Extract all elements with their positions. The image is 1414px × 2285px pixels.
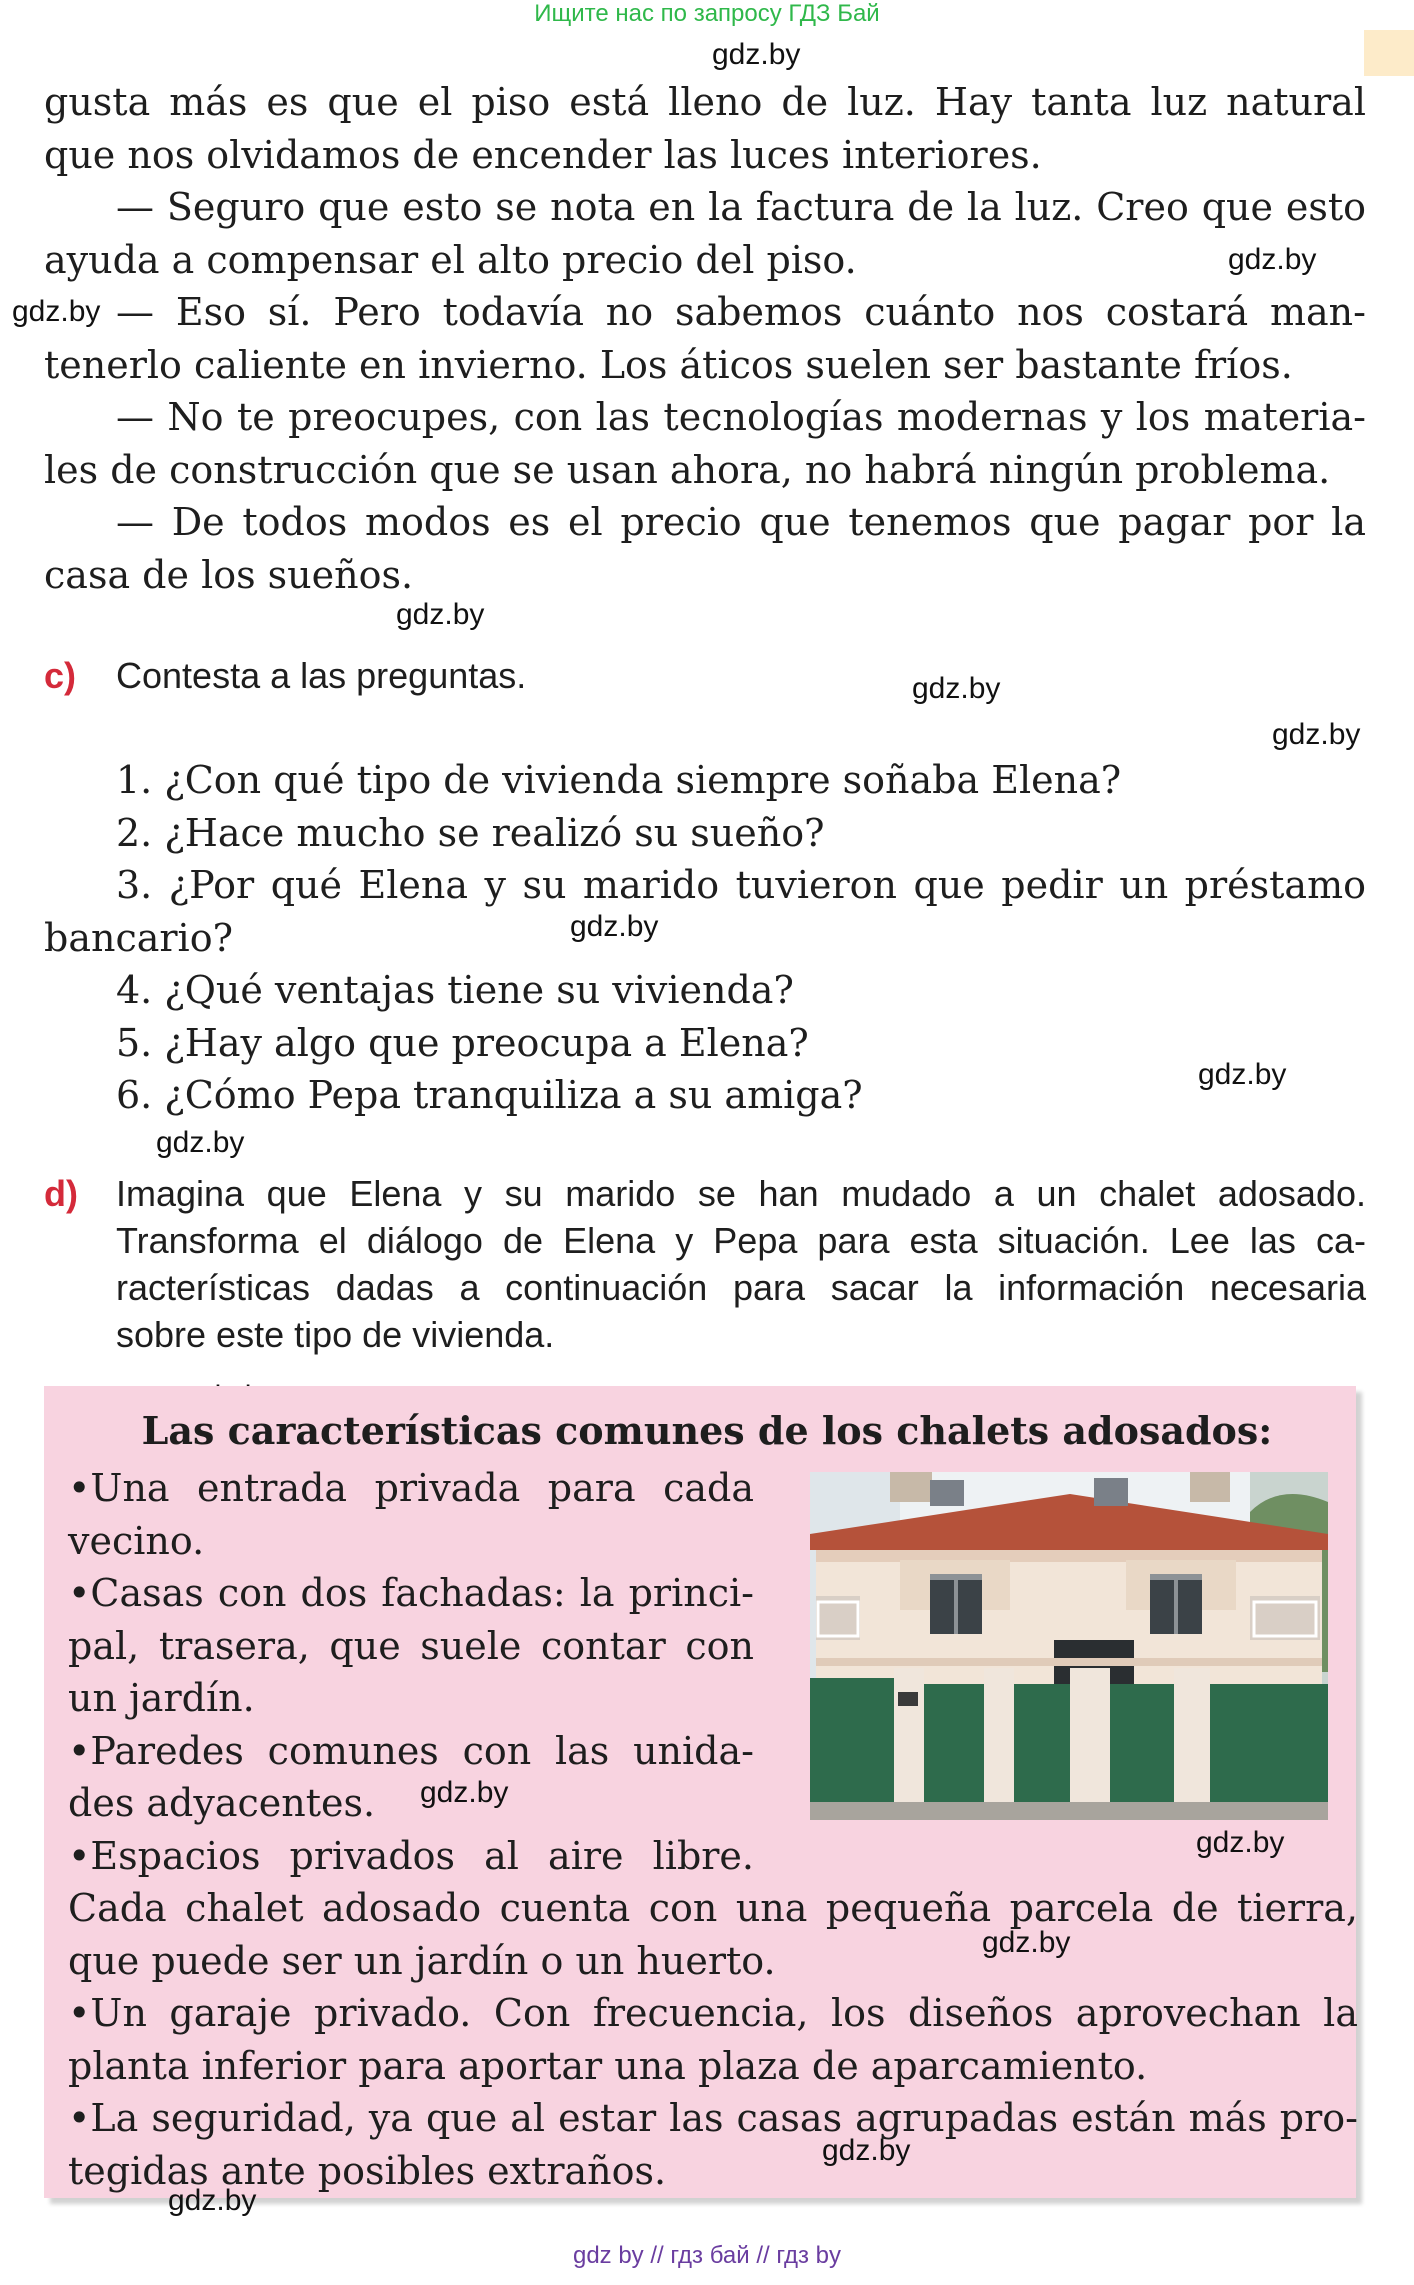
text-line: Cada chalet adosado cuenta con una pequeña parcela de tierra, [68, 1886, 1358, 1930]
watermark: gdz.by [156, 1126, 245, 1159]
text-line: Transforma el diálogo de Elena y Pepa para esta situación. Lee las ca- [116, 1220, 1366, 1261]
question-item: 6. ¿Cómo Pepa tranquiliza a su amiga? [116, 1073, 863, 1117]
text-line: un jardín. [68, 1676, 255, 1720]
question-item: 4. ¿Qué ventajas tiene su vivienda? [116, 968, 794, 1012]
task-letter: c) [44, 655, 77, 696]
text-line: racterísticas dadas a continuación para sacar la información necesaria [116, 1267, 1366, 1308]
watermark: gdz.by [1196, 1826, 1285, 1859]
question-item: 2. ¿Hace mucho se realizó su sueño? [116, 810, 825, 855]
text-line: •Paredes comunes con las unida- [68, 1728, 754, 1773]
text-line: — No te preocupes, con las tecnologías modernas y los materia- [116, 395, 1366, 439]
task-letter: d) [44, 1173, 78, 1214]
text-line: sobre este tipo de vivienda. [116, 1314, 555, 1355]
text-line: — De todos modos es el precio que tenemos que pagar por la [116, 500, 1366, 544]
text-line: casa de los sueños. [44, 552, 414, 597]
watermark: gdz.by [822, 2134, 911, 2167]
chalet-photo [810, 1472, 1328, 1820]
dialogue-paragraph-1 [44, 76, 1366, 181]
text-line: que puede ser un jardín o un huerto. [68, 1938, 776, 1983]
watermark: gdz.by [12, 295, 101, 328]
dialogue-paragraph-2 [44, 181, 1366, 286]
watermark: gdz.by [912, 672, 1001, 705]
text-line: tenerlo caliente en invierno. Los áticos suelen ser bastante fríos. [44, 342, 1293, 387]
watermark: gdz.by [982, 1926, 1071, 1959]
footer-links[interactable]: gdz by // гдз бай // гдз by [572, 2242, 842, 2269]
question-item-continuation: bancario? [44, 915, 233, 960]
text-line: les de construcción que se usan ahora, no habrá ningún problema. [44, 447, 1331, 492]
text-line: tegidas ante posibles extraños. [68, 2148, 667, 2193]
task-d [44, 1170, 1366, 1358]
text-line: vecino. [68, 1518, 205, 1563]
dialogue-paragraph-4 [44, 391, 1366, 496]
task-instruction [116, 1170, 1366, 1358]
watermark: gdz.by [1198, 1058, 1287, 1091]
watermark: gdz.by [420, 1776, 509, 1809]
text-line: gusta más es que el piso está lleno de luz. Hay tanta luz natural [44, 80, 1366, 124]
text-line: que nos olvidamos de encender las luces interiores. [44, 132, 1042, 177]
text-line: — Eso sí. Pero todavía no sabemos cuánto nos costará man- [116, 290, 1366, 334]
watermark: gdz.by [570, 910, 659, 943]
text-line: •Un garaje privado. Con frecuencia, los diseños aprovechan la [68, 1991, 1358, 2035]
dialogue-paragraph-3 [44, 286, 1366, 391]
text-line: pal, trasera, que suele contar con [68, 1623, 754, 1668]
top-banner[interactable]: Ищите нас по запросу ГДЗ Бай [534, 0, 880, 27]
question-item: 5. ¿Hay algo que preocupa a Elena? [116, 1020, 809, 1065]
watermark: gdz.by [168, 2184, 257, 2217]
text-line: — Seguro que esto se nota en la factura de la luz. Creo que esto [116, 185, 1366, 229]
text-line: •Una entrada privada para cada [68, 1466, 754, 1510]
text-line: planta inferior para aportar una plaza de aparcamiento. [68, 2043, 1148, 2088]
watermark: gdz.by [396, 598, 485, 631]
corner-tab [1364, 30, 1414, 76]
text-line: •La seguridad, ya que al estar las casas agrupadas están más pro- [68, 2096, 1358, 2140]
question-list [44, 754, 1366, 1122]
box-bullets-left [68, 1462, 754, 1882]
text-line: des adyacentes. [68, 1781, 376, 1825]
watermark: gdz.by [1228, 243, 1317, 276]
text-line: Imagina que Elena y su marido se han mudado a un chalet adosado. [116, 1173, 1366, 1214]
task-c [44, 652, 1366, 699]
text-line: ayuda a compensar el alto precio del piso. [44, 237, 857, 282]
question-item: 1. ¿Con qué tipo de vivienda siempre soñaba Elena? [116, 758, 1122, 802]
dialogue-paragraph-5 [44, 496, 1366, 601]
text-line: •Espacios privados al aire libre. [68, 1833, 754, 1878]
watermark: gdz.by [1272, 718, 1361, 751]
task-instruction: Contesta a las preguntas. [116, 655, 527, 696]
box-title: Las características comunes de los chalets adosados: [141, 1408, 1273, 1453]
text-line: •Casas con dos fachadas: la princi- [68, 1571, 754, 1615]
townhouse-illustration [810, 1472, 1328, 1820]
watermark: gdz.by [712, 38, 801, 71]
question-item: 3. ¿Por qué Elena y su marido tuvieron que pedir un préstamo [116, 863, 1366, 907]
box-bullets-full [68, 1882, 1358, 2197]
